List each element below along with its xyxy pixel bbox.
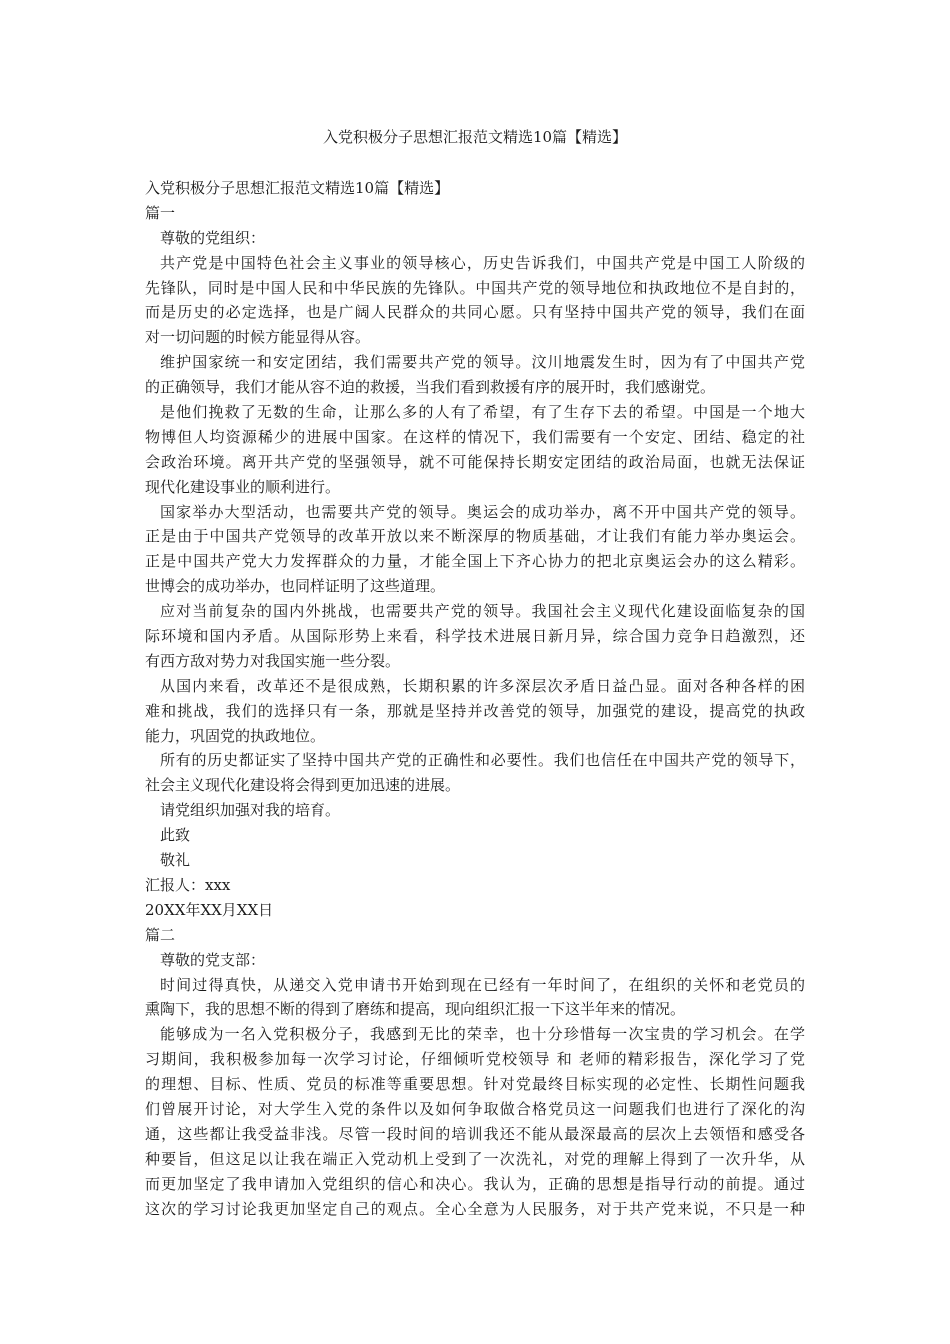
text-line: 尊敬的党支部： [160, 950, 266, 969]
text-line: 现代化建设事业的顺利进行。 [145, 477, 341, 496]
text-line: 的理想、目标、性质、党员的标准等重要思想。针对党最终目标实现的必定性、长期性问题我 [145, 1075, 805, 1094]
text-line: 正是由于中国共产党领导的改革开放以来不断深厚的物质基础，才让我们有能力举办奥运会。 [145, 527, 805, 546]
text-line: 际环境和国内矛盾。从国际形势上来看，科学技术进展日新月异，综合国力竞争日趋激烈，还 [145, 627, 805, 646]
text-line: 国家举办大型活动，也需要共产党的领导。奥运会的成功举办，离不开中国共产党的领导。 [160, 502, 805, 521]
text-line: 是他们挽救了无数的生命，让那么多的人有了希望，有了生存下去的希望。中国是一个地大 [160, 403, 805, 422]
document-body [145, 176, 805, 1221]
text-line: 难和挑战，我们的选择只有一条，那就是坚持并改善党的领导，加强党的建设，提高党的执政 [145, 701, 805, 720]
text-line: 而是历史的必定选择，也是广阔人民群众的共同心愿。只有坚持中国共产党的领导，我们在面 [145, 303, 805, 322]
text-line: 能够成为一名入党积极分子，我感到无比的荣幸，也十分珍惜每一次宝贵的学习机会。在学 [160, 1025, 805, 1044]
text-line: 20XX年XX月XX日 [145, 900, 274, 919]
text-line: 们曾展开讨论，对大学生入党的条件以及如何争取做合格党员这一问题我们也进行了深化的沟 [145, 1099, 805, 1118]
text-line: 的正确领导，我们才能从容不迫的救援，当我们看到救援有序的展开时，我们感谢党。 [145, 378, 716, 397]
text-line: 汇报人：xxx [145, 875, 231, 894]
text-line: 应对当前复杂的国内外挑战，也需要共产党的领导。我国社会主义现代化建设面临复杂的国 [160, 602, 805, 621]
text-line: 种要旨，但这足以让我在端正入党动机上受到了一次洗礼，对党的理解上得到了一次升华，从 [145, 1149, 805, 1168]
text-line: 此致 [160, 826, 191, 845]
text-line: 敬礼 [160, 851, 191, 870]
text-line: 物博但人均资源稀少的进展中国家。在这样的情况下，我们需要有一个安定、团结、稳定的社 [145, 427, 805, 446]
page-header-title: 入党积极分子思想汇报范文精选10篇【精选】 [322, 128, 628, 146]
text-line: 世博会的成功举办，也同样证明了这些道理。 [145, 577, 446, 596]
text-line: 能力，巩固党的执政地位。 [145, 726, 326, 745]
text-line: 对一切问题的时候方能显得从容。 [145, 328, 371, 347]
text-line: 维护国家统一和安定团结，我们需要共产党的领导。汶川地震发生时，因为有了中国共产党 [160, 353, 805, 372]
text-line: 篇二 [145, 925, 176, 944]
text-line: 时间过得真快，从递交入党申请书开始到现在已经有一年时间了，在组织的关怀和老党员的 [160, 975, 805, 994]
text-line: 篇一 [145, 203, 176, 222]
text-line: 先锋队，同时是中国人民和中华民族的先锋队。中国共产党的领导地位和执政地位不是自封的， [145, 278, 805, 297]
text-line: 正是中国共产党大力发挥群众的力量，才能全国上下齐心协力的把北京奥运会办的这么精彩。 [145, 552, 805, 571]
text-line: 熏陶下，我的思想不断的得到了磨练和提高，现向组织汇报一下这半年来的情况。 [145, 1000, 686, 1019]
text-line: 所有的历史都证实了坚持中国共产党的正确性和必要性。我们也信任在中国共产党的领导下， [160, 751, 805, 770]
text-line: 从国内来看，改革还不是很成熟，长期积累的许多深层次矛盾日益凸显。面对各种各样的困 [160, 676, 805, 695]
text-line: 通，这些都让我受益非浅。尽管一段时间的培训我还不能从最深最高的层次上去领悟和感受各 [145, 1124, 805, 1143]
text-line: 这次的学习讨论我更加坚定自己的观点。全心全意为人民服务，对于共产党来说，不只是一种 [145, 1199, 805, 1218]
text-line: 入党积极分子思想汇报范文精选10篇【精选】 [145, 179, 450, 197]
text-line: 习期间，我积极参加每一次学习讨论，仔细倾听党校领导 和 老师的精彩报告，深化学习了党 [145, 1050, 805, 1069]
text-line: 尊敬的党组织： [160, 228, 266, 247]
text-line: 有西方敌对势力对我国实施一些分裂。 [145, 651, 401, 670]
text-line: 共产党是中国特色社会主义事业的领导核心，历史告诉我们，中国共产党是中国工人阶级的 [160, 253, 805, 272]
text-line: 会政治环境。离开共产党的坚强领导，就不可能保持长期安定团结的政治局面，也就无法保证 [145, 452, 805, 471]
text-line: 而更加坚定了我申请加入党组织的信心和决心。我认为，正确的思想是指导行动的前提。通过 [145, 1174, 805, 1193]
text-line: 社会主义现代化建设将会得到更加迅速的进展。 [145, 776, 461, 795]
text-line: 请党组织加强对我的培育。 [160, 801, 341, 820]
